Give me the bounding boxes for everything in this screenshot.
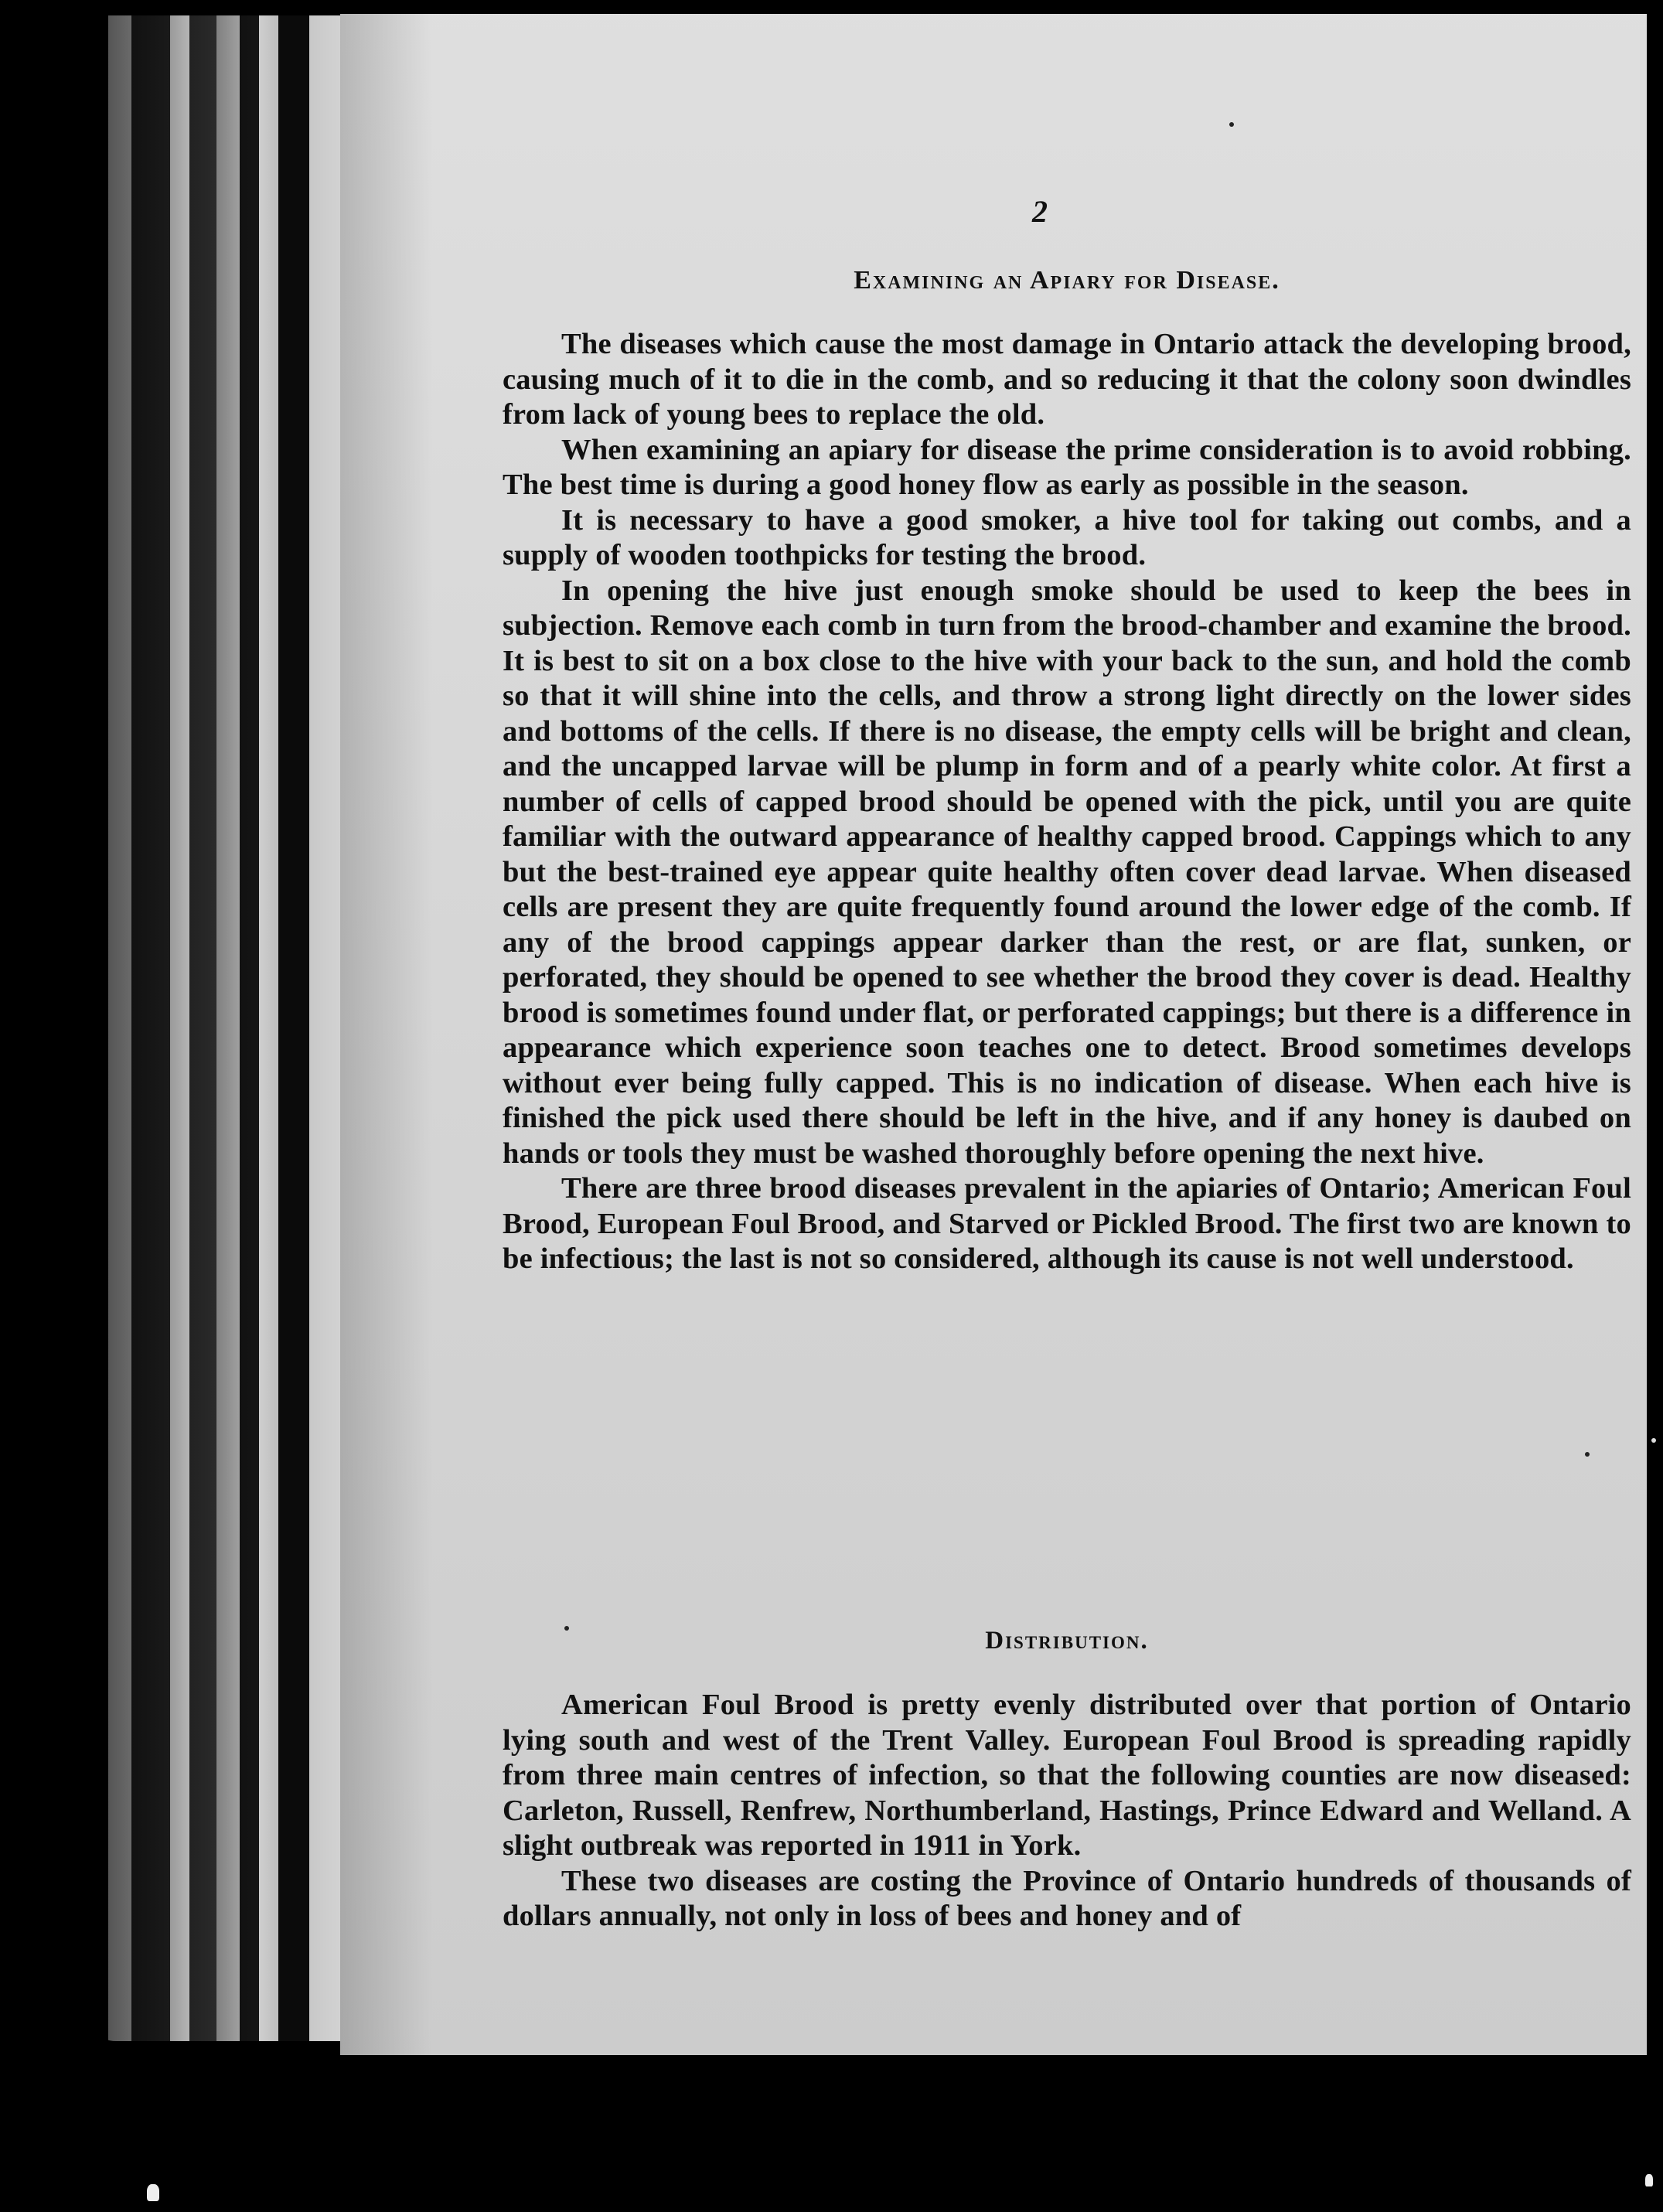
paragraph: There are three brood diseases prevalent in the apiaries of Ontario; American Foul Brood, European Foul Brood, and Starved or Pickled Brood. The first two are known to be infectious; the last is not so considered, although its cause is not well understood. bbox=[503, 1172, 1631, 1275]
scan-artifact-mark bbox=[147, 2184, 159, 2201]
speck bbox=[564, 1626, 569, 1631]
paragraph: The diseases which cause the most damage in Ontario attack the developing brood, causing much of it to die in the comb, and so reducing it that the colony soon dwindles from lack of young bees to replace the old. bbox=[503, 328, 1631, 431]
section-distribution-body bbox=[503, 1688, 1631, 1934]
page-number: 2 bbox=[1032, 194, 1048, 229]
section-heading-distribution: Distribution. bbox=[985, 1627, 1149, 1655]
paragraph: These two diseases are costing the Province of Ontario hundreds of thousands of dollars annually, not only in loss of bees and honey and of bbox=[503, 1864, 1631, 1932]
speck bbox=[1651, 1438, 1656, 1443]
scan-artifact-mark bbox=[1645, 2174, 1653, 2186]
book-page bbox=[340, 14, 1647, 2055]
speck bbox=[1229, 122, 1234, 127]
paragraph: It is necessary to have a good smoker, a hive tool for taking out combs, and a supply of wooden toothpicks for testing the brood. bbox=[503, 503, 1631, 571]
book-spine bbox=[85, 15, 363, 2041]
section-heading-examining: Examining an Apiary for Disease. bbox=[854, 266, 1280, 295]
paragraph: American Foul Brood is pretty evenly distributed over that portion of Ontario lying south and west of the Trent Valley. European Foul Brood is spreading rapidly from three main centres of infection, so that the following counties are now diseased: Carleton, Russell, Renfrew, Northumberland, Hastings, Prince Edward and Welland. A slight outbreak was reported in 1911 in York. bbox=[503, 1689, 1631, 1862]
paragraph: When examining an apiary for disease the prime consideration is to avoid robbing. The best time is during a good honey flow as early as possible in the season. bbox=[503, 433, 1631, 501]
section-examining-body bbox=[503, 327, 1631, 1277]
speck bbox=[1585, 1452, 1590, 1457]
paragraph: In opening the hive just enough smoke should be used to keep the bees in subjection. Remove each comb in turn from the brood-chamber and examine the brood. It is best to sit on a box close to the hive with your back to the sun, and hold the comb so that it will shine into the cells, and throw a strong light directly on the lower sides and bottoms of the cells. If there is no disease, the empty cells will be bright and clean, and the uncapped larvae will be plump in form and of a pearly white color. At first a number of cells of capped brood should be opened with the pick, until you are quite familiar with the outward appearance of healthy capped brood. Cappings which to any but the best-trained eye appear quite healthy often cover dead larvae. When diseased cells are present they are quite frequently found around the lower edge of the comb. If any of the brood cappings appear darker than the rest, or are flat, sunken, or perforated, they should be opened to see whether the brood they cover is dead. Healthy brood is sometimes found under flat, or perforated cappings; but there is a difference in appearance which experience soon teaches one to detect. Brood sometimes develops without ever being fully capped. This is no indication of disease. When each hive is finished the pick used there should be left in the hive, and if any honey is daubed on hands or tools they must be washed thoroughly before opening the next hive. bbox=[503, 574, 1631, 1170]
